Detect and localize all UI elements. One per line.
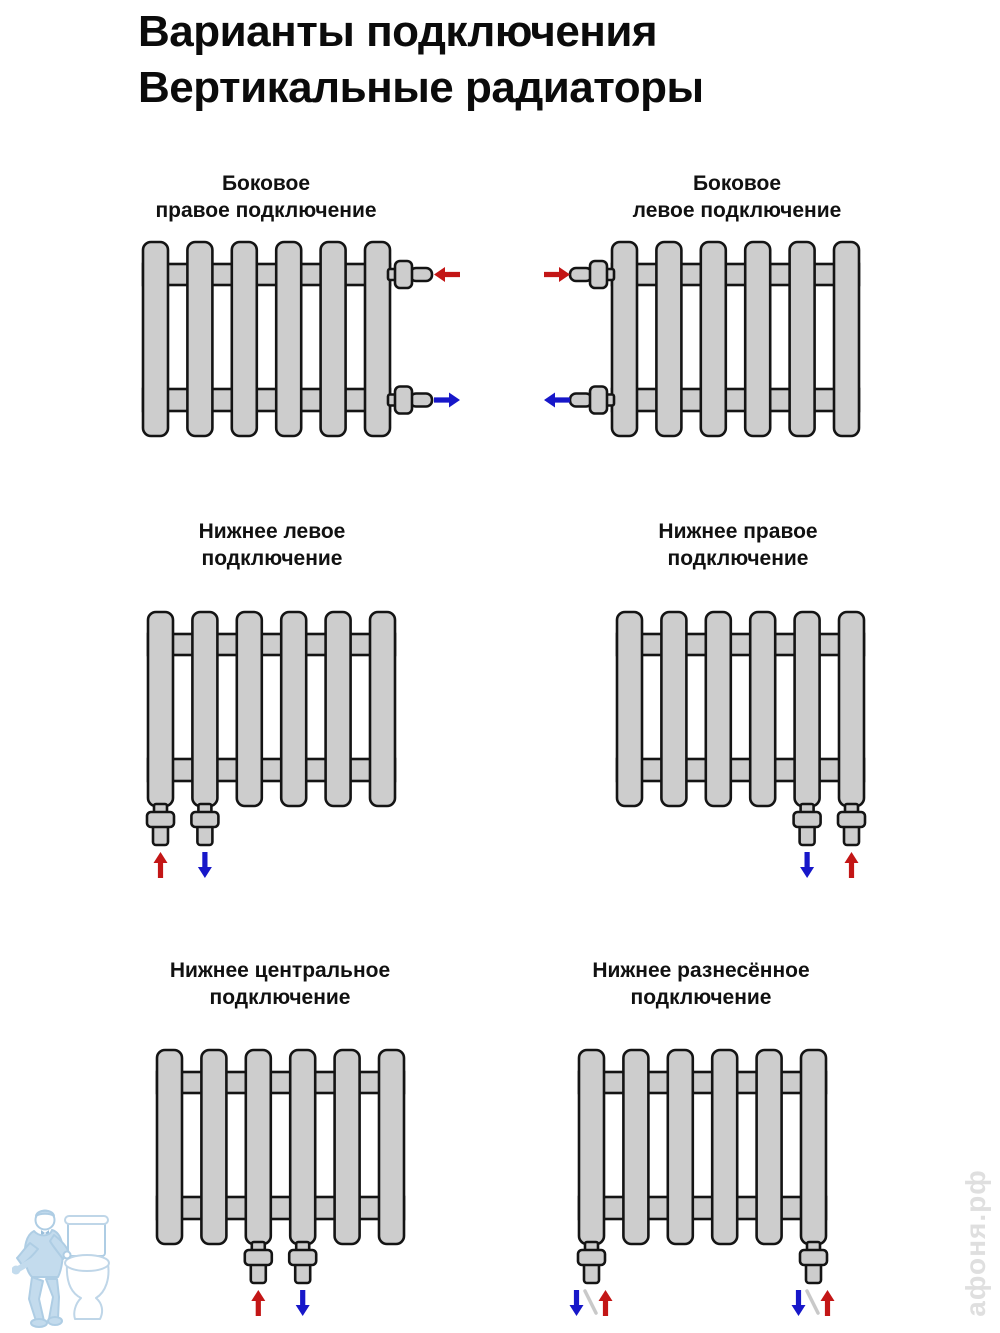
radiator-section (192, 612, 217, 806)
bottom-collector (617, 759, 864, 781)
supply-arrow-icon (251, 1290, 265, 1316)
watermark-site-text: афоня.рф (960, 1169, 991, 1317)
return-arrow-icon (544, 393, 570, 408)
panel-label-line1: Боковое (692, 172, 782, 195)
radiator-section (335, 1050, 360, 1244)
panel-label-bottom-center (130, 957, 430, 1011)
either-direction-slash-icon (585, 1291, 596, 1313)
radiator-section (246, 1050, 271, 1244)
panel-label-bottom-left (122, 518, 422, 572)
radiator-section (617, 612, 642, 806)
top-collector (157, 1072, 404, 1093)
radiator-section (701, 242, 726, 436)
radiator-section (370, 612, 395, 806)
return-arrow-icon (434, 393, 460, 408)
panel-label-line1: Нижнее разнесённое (592, 959, 810, 982)
valve-body (395, 261, 412, 288)
radiator-section (579, 1050, 604, 1244)
valve-nut (147, 812, 174, 827)
top-collector (617, 634, 864, 655)
supply-arrow-icon (599, 1290, 613, 1316)
radiator-section (276, 242, 301, 436)
radiator-section (750, 612, 775, 806)
radiator-section (321, 242, 346, 436)
valve-body (395, 387, 412, 414)
radiator-diagram-bottom-center (150, 1046, 480, 1328)
radiator-section (834, 242, 859, 436)
radiator-section (157, 1050, 182, 1244)
radiator-section (232, 242, 257, 436)
panel-label-line1: Боковое (221, 172, 311, 195)
return-arrow-icon (570, 1290, 584, 1316)
valve-nut (245, 1250, 272, 1265)
bottom-collector (579, 1197, 826, 1219)
panel-label-line2: подключение (667, 547, 809, 570)
radiator-section (623, 1050, 648, 1244)
panel-label-line1: Нижнее центральное (169, 959, 391, 982)
supply-arrow-icon (845, 852, 859, 878)
valve-body (590, 387, 607, 414)
top-collector (612, 264, 859, 285)
radiator-section (712, 1050, 737, 1244)
valve-nut (800, 1250, 827, 1265)
radiator-section (706, 612, 731, 806)
return-arrow-icon (296, 1290, 310, 1316)
radiator-section (187, 242, 212, 436)
panel-label-line2: подключение (630, 986, 772, 1009)
either-direction-slash-icon (807, 1291, 818, 1313)
valve-body (590, 261, 607, 288)
bottom-collector (143, 389, 390, 411)
valve-nut (578, 1250, 605, 1265)
radiator-section (661, 612, 686, 806)
bottom-collector (157, 1197, 404, 1219)
radiator-section (745, 242, 770, 436)
panel-label-bottom-spread (551, 957, 851, 1011)
plumber-with-toilet-watermark-icon (12, 1206, 130, 1330)
radiator-section (379, 1050, 404, 1244)
radiator-section (801, 1050, 826, 1244)
radiator-diagram-side-right (140, 238, 480, 444)
valve-nut (191, 812, 218, 827)
supply-arrow-icon (821, 1290, 835, 1316)
panel-label-line1: Нижнее левое (198, 520, 346, 543)
return-arrow-icon (792, 1290, 806, 1316)
radiator-section (201, 1050, 226, 1244)
radiator-diagram-bottom-left (145, 608, 475, 890)
panel-label-bottom-right (588, 518, 888, 572)
panel-label-line1: Нижнее правое (658, 520, 818, 543)
return-arrow-icon (198, 852, 212, 878)
page-title-line2: Вертикальные радиаторы (138, 63, 704, 112)
radiator-diagram-bottom-right (610, 608, 940, 890)
panel-label-line2: левое подключение (632, 199, 842, 222)
radiator-section (757, 1050, 782, 1244)
radiator-diagram-side-left (528, 238, 868, 444)
radiator-section (790, 242, 815, 436)
bottom-collector (612, 389, 859, 411)
radiator-section (148, 612, 173, 806)
valve-nut (289, 1250, 316, 1265)
supply-arrow-icon (544, 267, 570, 282)
panel-label-line2: правое подключение (155, 199, 377, 222)
top-collector (143, 264, 390, 285)
radiator-section (656, 242, 681, 436)
radiator-section (839, 612, 864, 806)
radiator-section (237, 612, 262, 806)
radiator-section (612, 242, 637, 436)
panel-label-side-left (587, 170, 887, 224)
top-collector (579, 1072, 826, 1093)
page-title (138, 4, 704, 116)
panel-label-side-right (116, 170, 416, 224)
radiator-section (290, 1050, 315, 1244)
radiator-section (365, 242, 390, 436)
valve-nut (794, 812, 821, 827)
panel-label-line2: подключение (209, 986, 351, 1009)
panel-label-line2: подключение (201, 547, 343, 570)
radiator-section (795, 612, 820, 806)
radiator-diagram-bottom-spread (563, 1046, 897, 1328)
page-title-line1: Варианты подключения (138, 7, 658, 56)
radiator-section (668, 1050, 693, 1244)
supply-arrow-icon (154, 852, 168, 878)
supply-arrow-icon (434, 267, 460, 282)
return-arrow-icon (800, 852, 814, 878)
bottom-collector (148, 759, 395, 781)
radiator-section (281, 612, 306, 806)
radiator-section (143, 242, 168, 436)
radiator-section (326, 612, 351, 806)
valve-nut (838, 812, 865, 827)
top-collector (148, 634, 395, 655)
